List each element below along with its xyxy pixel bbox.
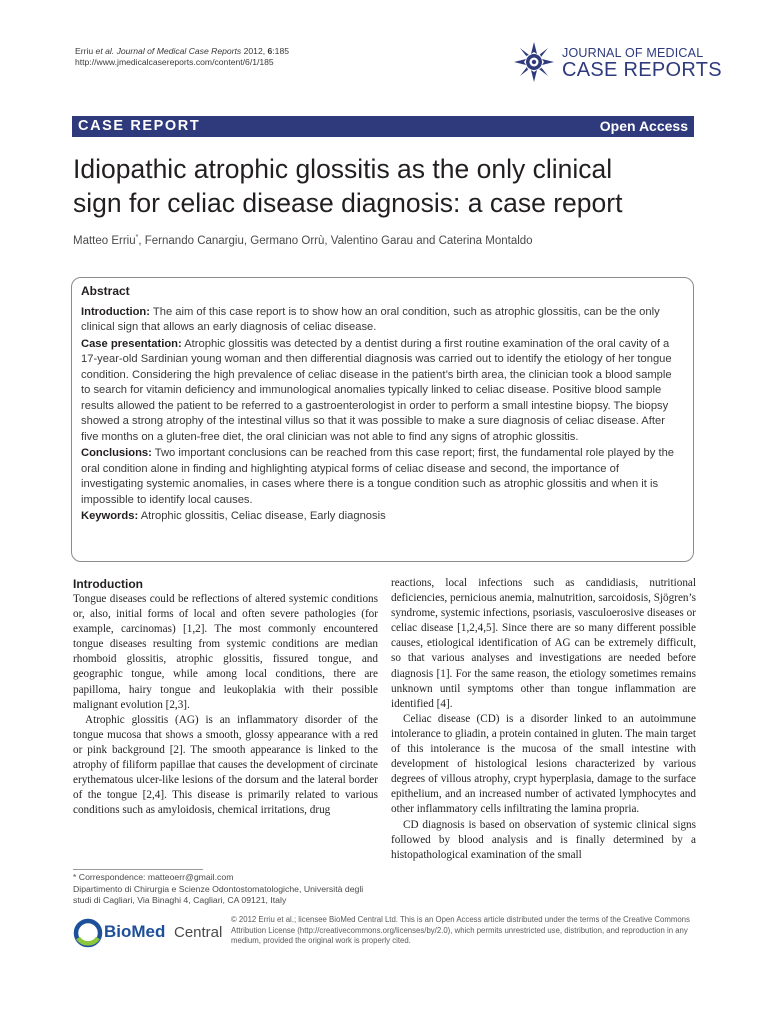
biomed-wordmark: BioMed [104, 922, 166, 941]
abstract-text: Two important conclusions can be reached from this case report; first, the fundamental role played by the oral condition alone in finding and highlighting atypical forms of celiac disease and second, the importance of investigating systemic anomalies, in cases where there is a tongue condition such as atrophic glossitis and when it is impossible to identify local causes. [81, 447, 675, 506]
body-paragraph: Tongue diseases could be reflections of altered systemic conditions or, also, initial forms of local and often severe pathologies (for example, carcinomas) [1,2]. The most commonly encountered tongue diseases resulting from systemic conditions are median rhomboid glossitis, atrophic glossitis, fissured tongue, and geographic tongue, while among local conditions, there are papilloma, hairy tongue and leukoplakia with their possible malignant evolution [2,3]. [73, 593, 378, 711]
other-authors: , Fernando Canargiu, Germano Orrù, Valentino Garau and Caterina Montaldo [138, 234, 533, 247]
abstract-label: Introduction: [81, 305, 150, 318]
abstract-keywords [81, 509, 683, 525]
footnote [73, 872, 383, 907]
abstract-label: Conclusions: [81, 447, 152, 459]
abstract-conclusions [81, 446, 683, 508]
author-list [73, 234, 533, 247]
abstract-label: Keywords: [81, 510, 139, 522]
body-paragraph: Celiac disease (CD) is a disorder linked to an autoimmune intolerance to gliadin, a protein contained in gluten. The main target of this intolerance is the mucosa of the small intestine with development of histological lesions characterized by various degrees of villous atrophy, crypt hyperplasia, damage to the surface epithelium, and an increased number of activated lymphocytes and other inflammatory cells infiltrating the lamina propria. [391, 712, 696, 816]
open-access-label: Open Access [599, 118, 688, 134]
citation-header [75, 46, 289, 68]
citation-journal: et al. Journal of Medical Case Reports [95, 46, 242, 56]
article-type-label: CASE REPORT [78, 118, 201, 134]
body-paragraph: Atrophic glossitis (AG) is an inflammatory disorder of the tongue mucosa that shows a smooth, glossy appearance with a red or pink background [2]. The smooth appearance is linked to the atrophy of filiform papillae that causes the development of circinate erythematous ulcer-like lesions of the dorsum and the lateral border of the tongue [2,4]. This disease is primarily related to various conditions such as amyloidosis, chemical irritations, drug [73, 713, 378, 817]
journal-star-icon [512, 40, 556, 84]
logo-text-top: JOURNAL OF MEDICAL [562, 46, 704, 60]
license-notice: © 2012 Erriu et al.; licensee BioMed Central Ltd. This is an Open Access article distributed under the terms of the Creative Commons Attribution License (http://creativecommons.org/licenses/by/2.0), which permits unrestricted use, distribution, and reproduction in any medium, provided the original work is properly cited. [231, 915, 690, 946]
journal-logo [512, 40, 722, 88]
article-type-banner [72, 116, 694, 137]
citation-author: Erriu [75, 46, 96, 56]
footnote-divider [73, 869, 203, 870]
body-column-right [391, 576, 696, 863]
corresponding-mark: * [135, 234, 139, 241]
first-author: Matteo Erriu [73, 234, 136, 247]
abstract-text: The aim of this case report is to show how an oral condition, such as atrophic glossitis, can be the only clinical sign that allows an early diagnosis of celiac disease. [81, 305, 660, 333]
central-wordmark: Central [174, 924, 223, 941]
body-paragraph: reactions, local infections such as candidiasis, nutritional deficiencies, pernicious anemia, malnutrition, sarcoidosis, Sjögren’s syndrome, systemic infections, psoriasis, vasculoerosive diseases or celiac disease [1,2,4,5]. Since there are so many different possible causes, etiological identification of AG can be extremely difficult, so that various analyses and investigations are needed before diagnosis [1]. For the same reason, the etiology sometimes remains unknown until symptoms other than tongue inflammation are identified [4]. [391, 577, 696, 710]
citation-url[interactable]: http://www.jmedicalcasereports.com/content/6/1/185 [75, 57, 274, 67]
affiliation: Dipartimento di Chirurgia e Scienze Odontostomatologiche, Università degli studi di Cagliari, Via Binaghi 4, Cagliari, CA 09121, Italy [73, 883, 364, 905]
citation-line [75, 46, 289, 57]
biomed-central-logo[interactable] [73, 918, 233, 948]
abstract-text: Atrophic glossitis was detected by a dentist during a first routine examination of the oral cavity of a 17-year-old Sardinian young woman and then differential diagnosis was carried out to identify the etiology of her tongue condition. Considering the high prevalence of celiac disease in the patient’s birth area, the clinician took a blood sample to search for vitamin deficiency and immunological anomalies typically linked to celiac disease. Positive blood sample results allowed the patient to be referred to a gastroenterologist in order to perform a small intestine biopsy. The biopsy showed a strong atrophy of the intestinal villus so that it was possible to make a sure diagnosis of celiac disease. After five months on a gluten-free diet, the oral clinician was not able to find any signs of atrophic glossitis. [81, 337, 672, 443]
section-heading-introduction: Introduction [73, 577, 143, 591]
title-line: sign for celiac disease diagnosis: a case report [73, 188, 623, 218]
abstract-label: Case presentation: [81, 337, 182, 350]
logo-text-bottom: CASE REPORTS [562, 59, 722, 81]
body-column-left [73, 576, 378, 818]
abstract-introduction [81, 305, 683, 336]
citation-volume: 6 [267, 46, 273, 56]
article-title [73, 152, 703, 220]
title-line: Idiopathic atrophic glossitis as the only clinical [73, 154, 613, 184]
citation-year: 2012, [241, 46, 268, 56]
citation-page: :185 [272, 46, 290, 56]
abstract-heading: Abstract [81, 284, 130, 298]
abstract-case-presentation [81, 337, 683, 446]
abstract-text: Atrophic glossitis, Celiac disease, Early diagnosis [138, 510, 386, 522]
body-paragraph: CD diagnosis is based on observation of systemic clinical signs followed by blood analysis and is finally determined by a histopathological examination of the small [391, 818, 696, 861]
biomed-central-emblem-icon [73, 918, 103, 948]
correspondence-email[interactable]: * Correspondence: matteoerr@gmail.com [73, 872, 234, 882]
abstract-box [71, 277, 694, 562]
